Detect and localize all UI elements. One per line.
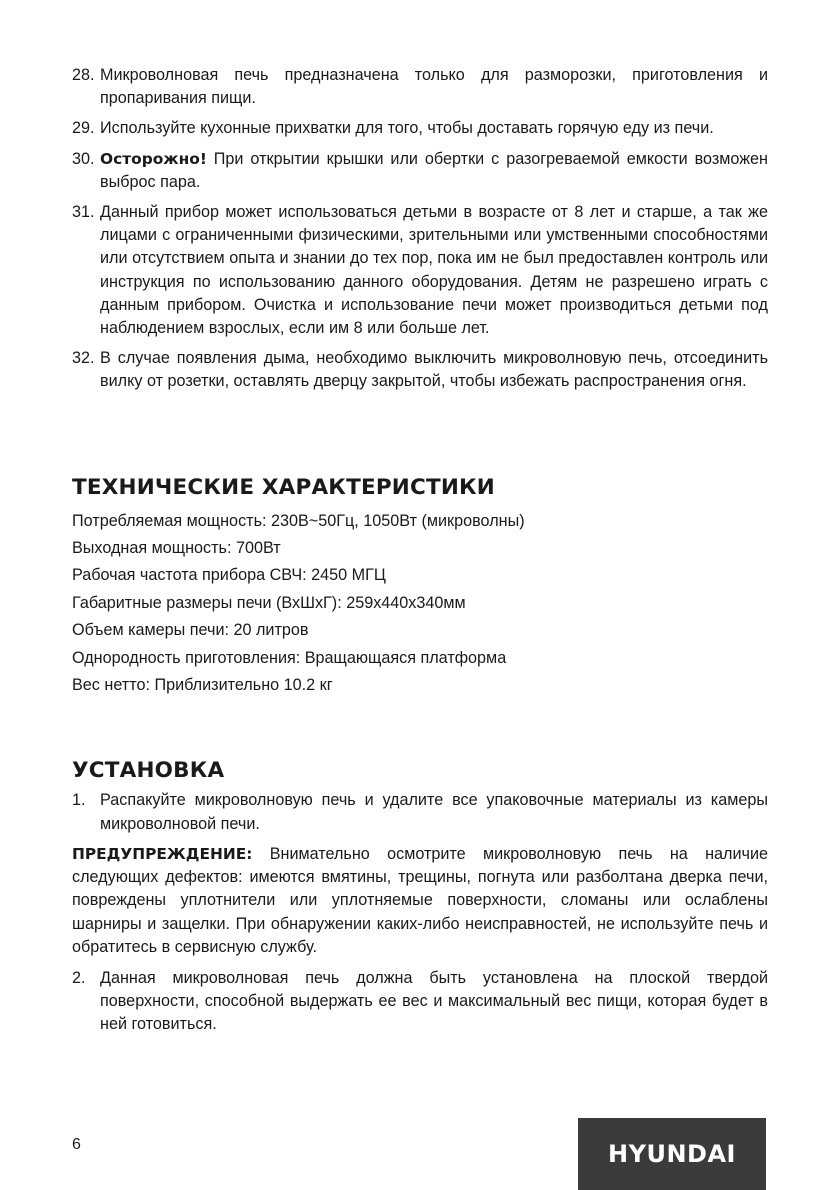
page-content (72, 64, 768, 1044)
spec-line: Рабочая частота прибора СВЧ: 2450 МГЦ (72, 566, 386, 585)
list-item (72, 201, 768, 340)
item-text-container (100, 148, 768, 194)
list-item (72, 967, 768, 1037)
installation-steps (72, 789, 768, 1036)
tech-specs-list (72, 508, 768, 700)
spec-line: Объем камеры печи: 20 литров (72, 621, 309, 640)
brand-logo (578, 1118, 766, 1190)
item-number: 32. (72, 349, 95, 368)
spec-line: Выходная мощность: 700Вт (72, 539, 281, 558)
list-item (72, 347, 768, 393)
item-text: В случае появления дыма, необходимо выключить микроволновую печь, отсоединить вилку от розетки, оставлять дверцу закрытой, чтобы избежать распространения огня. (100, 349, 768, 391)
item-text: Данная микроволновая печь должна быть установлена на плоской твердой поверхности, способной выдержать ее вес и максимальный вес пищи, которая будет в ней готовиться. (100, 968, 768, 1034)
item-text: Используйте кухонные прихватки для того, чтобы доставать горячую еду из печи. (100, 119, 714, 138)
spec-line: Однородность приготовления: Вращающаяся платформа (72, 648, 507, 667)
list-item (72, 64, 768, 110)
item-text: Данный прибор может использоваться детьми в возрасте от 8 лет и старше, а так же лицами с ограниченными физическими, зрительными или умственными способностями или отсутствием опыта и знании до тех пор, пока им не был предоставлен контроль или инструкция по использованию данного оборудования. Детям не разрешено играть с данным прибором. Очистка и использование печи может производиться детьми под наблюдением взрослых, если им 8 или больше лет. (100, 203, 768, 338)
spec-line: Габаритные размеры печи (ВхШхГ): 259x440x340мм (72, 593, 466, 612)
installation-heading: УСТАНОВКА (72, 758, 225, 784)
instructions-list (72, 64, 768, 394)
spec-line: Вес нетто: Приблизительно 10.2 кг (72, 676, 333, 695)
caution-label: Осторожно! (100, 149, 207, 168)
list-item (72, 117, 768, 140)
item-number: 30. (72, 149, 95, 168)
spec-line: Потребляемая мощность: 230В~50Гц, 1050Вт (микроволны) (72, 511, 525, 530)
item-text: Распакуйте микроволновую печь и удалите все упаковочные материалы из камеры микроволновой печи. (100, 791, 768, 833)
item-text: При открытии крышки или обертки с разогреваемой емкости возможен выброс пара. (100, 149, 768, 191)
list-item (72, 148, 768, 194)
warning-paragraph (72, 843, 768, 959)
list-item (72, 789, 768, 835)
item-text: Микроволновая печь предназначена только для разморозки, приготовления и пропаривания пищи. (100, 66, 768, 108)
item-number: 28. (72, 66, 95, 84)
page-number: 6 (72, 1136, 81, 1153)
warning-label: ПРЕДУПРЕЖДЕНИЕ: (72, 844, 253, 863)
item-number: 31. (72, 203, 95, 222)
item-number: 29. (72, 119, 95, 138)
item-number: 2. (72, 968, 86, 987)
warning-text: Внимательно осмотрите микроволновую печь на наличие следующих дефектов: имеются вмятины, трещины, погнута или разболтана дверка печи, повреждены уплотнители или уплотняемые поверхности, сломаны или ослаблены шарниры и защелки. При обнаружении каких-либо неисправностей, не используйте печь и обратитесь в сервисную службу. (72, 844, 768, 956)
brand-logo-text: HYUNDAI (608, 1140, 736, 1168)
tech-specs-heading: ТЕХНИЧЕСКИЕ ХАРАКТЕРИСТИКИ (72, 474, 495, 500)
item-number: 1. (72, 791, 86, 810)
